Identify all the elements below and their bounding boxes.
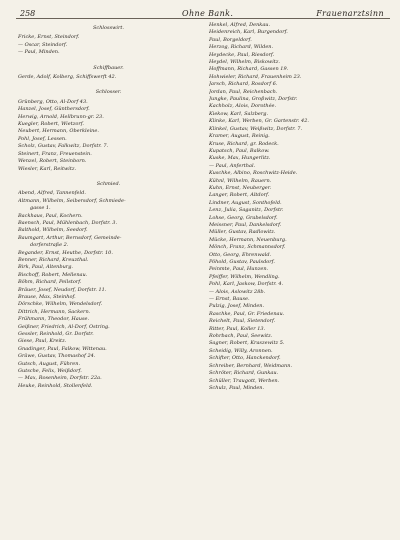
directory-entry: Pulzig, Josef, Minden. — [209, 303, 265, 310]
directory-entry: Mönch, Franz, Schmannsdorf. — [209, 244, 286, 251]
directory-entry: — Max, Rosenheim, Dorfstr. 22a. — [18, 375, 102, 382]
section-heading: Frauenarztsinn — [316, 9, 384, 18]
directory-entry: Wiesler, Karl, Reitwitz. — [18, 165, 77, 172]
directory-entry: Gerde, Adolf, Kolberg, Schiffswerft 42. — [18, 74, 117, 81]
directory-entry: Henkel, Alfred, Denkau. — [209, 22, 271, 28]
directory-entry: Raschke, Paul, Gr. Friedenau. — [209, 310, 285, 317]
page-header — [14, 6, 390, 22]
directory-entry: Reichelt, Paul, Sietendorf. — [209, 318, 276, 325]
directory-entry: Jarsch, Richard, Rosdorf 6. — [209, 81, 278, 88]
directory-entry: Kuschke, Albino, Roschwitz-Heide. — [209, 170, 298, 177]
directory-entry: Schifter, Otto, Hanckendorf. — [209, 355, 281, 362]
directory-entry: Neubert, Hermann, Oberkleine. — [18, 128, 99, 135]
directory-entry: Sagner, Robert, Kraszewitz 5. — [209, 340, 285, 347]
directory-entry: Scholz, Gustav, Falkwitz, Dorfstr. 7. — [18, 143, 109, 150]
directory-entry: Dörschke, Wilhelm, Wendelsdorf. — [18, 301, 103, 308]
directory-entry: Balthold, Wilhelm, Seedorf. — [18, 227, 88, 234]
directory-entry: Brause, Max, Steinhof. — [18, 294, 76, 300]
directory-entry: Pohl, Josef, Lessen. — [18, 135, 67, 142]
directory-entry: Heuke, Reinhold, Stollenfeld. — [18, 382, 93, 389]
directory-entry: Schröter, Richard, Gunkau. — [209, 370, 279, 377]
directory-entry: Kuegler, Robert, Wietzorf. — [18, 121, 85, 128]
directory-entry: — Paul, Minden. — [18, 49, 60, 56]
directory-entry: Klinkel, Gustav, Weißwitz, Dorfstr. 7. — [209, 125, 303, 132]
header-rule — [16, 18, 390, 19]
section-title: Schiffbauer. — [93, 64, 124, 71]
directory-entry: Gutsch, August, Führen. — [18, 360, 81, 367]
directory-entry-continuation: dorferstraße 2. — [30, 242, 69, 249]
left-column — [18, 22, 199, 392]
directory-entry: Hohwieler, Richard, Frauenheim 23. — [209, 73, 302, 80]
directory-entry: Böhm, Richard, Peilstorf. — [18, 279, 82, 286]
directory-entry: Grünberg, Otto, Al-Dorf 43. — [18, 98, 88, 105]
section-title: Schlosser. — [95, 89, 122, 96]
section-gap — [18, 81, 199, 86]
directory-entry: — Paul, Anferthal. — [209, 162, 256, 169]
directory-entry: Heydecke, Paul, Riesdorf. — [209, 51, 275, 58]
directory-entry: Begander, Ernst, Heuthe, Dorfstr. 10. — [18, 249, 113, 256]
directory-entry: Schreiber, Bernhard, Weidmann. — [209, 362, 293, 369]
directory-entry: Gessler, Reinhold, Gr. Dorfstr. — [18, 331, 94, 338]
directory-entry: Fricke, Ernst, Steindorf. — [18, 34, 80, 41]
directory-entry: Lohse, Georg, Grabelsdorf. — [209, 214, 278, 221]
directory-entry: Altmann, Wilhelm, Seibersdorf, Schmiede- — [18, 197, 126, 204]
directory-entry: Gräwe, Gustav, Thomashof 24. — [18, 353, 96, 360]
directory-entry: Frühmann, Theodor, Hause. — [18, 316, 90, 323]
directory-entry: Meissner, Paul, Dankelsdorf. — [209, 221, 282, 228]
directory-entry: Ritter, Paul, Koller 13. — [209, 325, 266, 332]
directory-entry: Birk, Paul, Altenburg. — [18, 264, 73, 271]
directory-entry: Pöhold, Gustav, Paulsdorf. — [209, 259, 275, 265]
directory-entry: Mücke, Hermann, Neuenburg. — [209, 236, 287, 243]
directory-entry: Kuske, Max, Hungerlitz. — [209, 155, 271, 162]
directory-entry: Kramer, August, Reinig. — [209, 133, 270, 140]
directory-entry: — Ernst, Bause. — [209, 296, 250, 303]
directory-entry: Pohl, Karl, Jaskow, Dorfstr. 4. — [209, 281, 284, 288]
directory-entry: Paul, Borgeldorf. — [209, 36, 252, 43]
directory-entry: Wenzel, Robert, Steinborn. — [18, 158, 87, 165]
directory-entry: Lenz, Julia, Saganitz, Dorfstr. — [209, 207, 284, 214]
section-title: Schlosswirt. — [92, 25, 125, 31]
directory-entry: Dittrich, Hermann, Sackern. — [18, 308, 91, 315]
directory-entry: Schüller, Traugott, Werben. — [209, 377, 280, 384]
directory-entry: Heydel, Wilhelm, Biskowitz. — [209, 59, 281, 66]
directory-entry: Hanzel, Josef, Günthersdorf. — [18, 106, 90, 113]
directory-entry: Gnadinger, Paul, Falkow, Wittenau. — [18, 345, 107, 352]
directory-entry: Herwig, Arnold, Hellbrunn-gr. 23. — [18, 113, 104, 120]
directory-entry: Jordan, Paul, Reichenbach. — [209, 88, 278, 95]
directory-entry: Kachholz, Alois, Dorothée. — [209, 103, 277, 110]
page-number: 258 — [20, 9, 36, 18]
directory-entry: Bischoff, Robert, Mellenau. — [18, 271, 88, 278]
running-title: Ohne Bank. — [182, 9, 234, 18]
directory-entry: Baumgart, Arthur, Bernsdorf, Gemeinde- — [18, 234, 122, 241]
directory-entry: Kühnl, Wilhelm, Rauern. — [209, 177, 272, 184]
directory-entry: Herzog, Richard, Wilden. — [209, 44, 274, 51]
directory-entry: Benner, Richard, Kreuzthal. — [18, 256, 89, 263]
columns — [18, 22, 390, 392]
directory-entry: — Alois, Aslowitz 28b. — [209, 288, 266, 295]
directory-entry: Bräuer, Josef, Neudorf, Dorfstr. 11. — [18, 286, 107, 293]
directory-entry: Backhaus, Paul, Kochern. — [18, 212, 83, 219]
directory-entry: Müller, Gustav, Radlowitz. — [209, 229, 276, 236]
directory-entry-continuation: gasse 1. — [30, 205, 51, 212]
directory-entry: Kruse, Richard, gr. Rodeck. — [209, 140, 279, 147]
directory-entry: Otto, Georg, Ehrenwald. — [209, 251, 272, 258]
directory-entry: Langer, Robert, Altdorf. — [209, 192, 270, 199]
directory-entry: Kiekow, Karl, Salzberg. — [209, 110, 269, 117]
directory-entry: Schulz, Paul, Minden. — [209, 384, 265, 391]
directory-entry: Hoffmann, Richard, Gassen 19. — [209, 66, 289, 73]
directory-entry: Gutsche, Felix, Weißdorf. — [18, 368, 82, 375]
directory-entry: Geißner, Friedrich, Al-Dorf, Ostring. — [18, 323, 110, 330]
directory-entry: Kupatsch, Paul, Balkow. — [209, 147, 270, 154]
directory-entry: Abend, Alfred, Tannenfeld. — [18, 190, 86, 197]
section-gap — [18, 173, 199, 178]
right-column — [209, 22, 390, 392]
directory-entry: Lindner, August, Sonthofeld. — [209, 199, 282, 206]
directory-entry: Rohrbach, Paul, Seewitz. — [209, 333, 273, 340]
section-title: Schmied. — [96, 180, 121, 187]
directory-entry: Pfeiffer, Wilhelm, Wendling. — [209, 273, 280, 280]
directory-entry: Klinke, Karl, Werben, Gr. Gartenstr. 42. — [209, 118, 309, 125]
directory-entry: Peinmte, Paul, Hunzen. — [209, 266, 269, 273]
directory-entry: Giese, Paul, Kreitz. — [18, 338, 67, 345]
directory-entry: Baensch, Paul, Mühlenbach, Dorfstr. 3. — [18, 219, 118, 226]
directory-entry: Kuhn, Ernst, Neuberger. — [209, 184, 272, 191]
directory-entry: Scheidig, Willy, Aronnen. — [209, 347, 273, 354]
directory-entry: — Oscar, Steindorf. — [18, 41, 68, 48]
directory-entry: Steinert, Franz, Freuenstein. — [18, 150, 92, 157]
directory-entry: Heidenreich, Karl, Burgendorf. — [209, 29, 288, 36]
section-gap — [18, 57, 199, 62]
directory-entry: Jungke, Paulina, Großwitz, Dorfstr. — [209, 96, 298, 103]
